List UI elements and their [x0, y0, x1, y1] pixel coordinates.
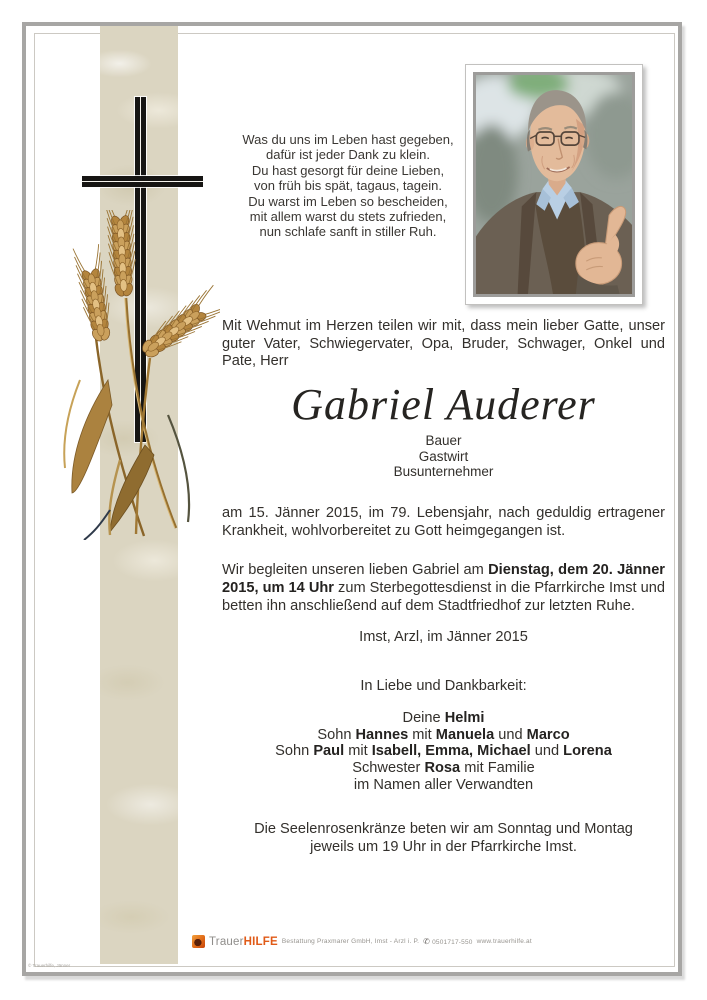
rosary-note-line: jeweils um 19 Uhr in der Pfarrkirche Imst.	[310, 839, 577, 856]
text-segment: Manuela	[435, 726, 495, 743]
text-segment: Schwester	[352, 759, 425, 776]
footer-logo	[192, 935, 532, 948]
brand-hilfe: HILFE	[243, 935, 278, 948]
wheat-ear	[73, 244, 115, 344]
text-segment: im Namen aller Verwandten	[353, 776, 534, 793]
text-segment: zum Sterbegottesdienst in die Pfarrkirche Imst und betten ihn anschließend auf dem Stadtfriedhof zur letzten Ruhe.	[222, 580, 665, 614]
text-segment: Hannes	[355, 726, 409, 743]
death-paragraph: am 15. Jänner 2015, im 79. Lebensjahr, nach geduldig ertragener Krankheit, wohlvorbereitet zu Gott heimgegangen ist.	[222, 504, 665, 539]
portrait-illustration	[476, 75, 632, 294]
brand-wordmark	[209, 936, 278, 948]
rosary-note	[222, 821, 665, 856]
text-segment: mit Familie	[460, 759, 535, 776]
portrait-photo-frame	[465, 64, 643, 305]
gratitude-line: In Liebe und Dankbarkeit:	[360, 678, 527, 695]
footer-website: www.trauerhilfe.at	[476, 938, 532, 945]
rosary-note-line: Die Seelenrosenkränze beten wir am Sonntag und Montag	[254, 821, 633, 838]
poem-line: Was du uns im Leben hast gegeben,	[242, 132, 454, 147]
text-segment: Isabell, Emma, Michael	[371, 743, 531, 760]
deceased-role: Busunternehmer	[393, 464, 494, 480]
mourners-list	[222, 710, 665, 794]
text-segment: und	[530, 743, 564, 760]
wheat-ear	[136, 285, 220, 364]
poem-line: Du hast gesorgt für deine Lieben,	[251, 162, 445, 178]
text-segment: mit	[408, 726, 436, 743]
footer-phone: 0501717-550	[432, 939, 473, 946]
text-segment: Helmi	[444, 709, 485, 726]
text-segment: Deine	[402, 709, 445, 726]
deceased-roles	[222, 433, 665, 480]
poem-line: Du warst im Leben so bescheiden,	[248, 193, 448, 209]
cross-graphic-bar	[82, 176, 203, 187]
deceased-role: Gastwirt	[418, 448, 469, 464]
mourner-line	[222, 727, 665, 744]
text-segment: und	[494, 726, 527, 743]
poem-line: nun schlafe sanft in stiller Ruh.	[259, 224, 437, 240]
portrait-photo	[473, 72, 635, 297]
copyright-note: © Trauerhilfe, Jänner	[28, 964, 71, 969]
mourner-line	[222, 777, 665, 794]
poem-line: mit allem warst du stets zufrieden,	[249, 209, 447, 225]
poem	[228, 132, 468, 240]
footer-company-text: Bestattung Praxmarer GmbH, Imst - Arzl i. P.	[281, 938, 420, 945]
deceased-name: Gabriel Auderer	[291, 380, 596, 430]
main-text-column	[222, 318, 665, 857]
poem-line: dafür ist jeder Dank zu klein.	[265, 147, 431, 163]
text-segment: Wir begleiten unseren lieben Gabriel am	[222, 562, 489, 579]
wheat-graphic	[50, 210, 220, 540]
funeral-paragraph	[222, 562, 665, 615]
brand-trauer: Trauer	[209, 935, 244, 948]
text-segment: Paul	[313, 743, 345, 760]
text-segment: Rosa	[424, 759, 461, 776]
dateline: Imst, Arzl, im Jänner 2015	[359, 629, 528, 646]
text-segment: Sohn	[275, 743, 314, 760]
deceased-role: Bauer	[425, 433, 462, 449]
text-segment: Marco	[526, 726, 570, 743]
poem-line: von früh bis spät, tagaus, tagein.	[254, 178, 442, 194]
trauerhilfe-logo-icon	[192, 935, 205, 948]
mourner-line	[222, 710, 665, 727]
text-segment: Dienstag, dem 20. Jänner 2015, um 14 Uhr	[222, 562, 665, 596]
mourner-line	[222, 743, 665, 760]
wheat-ear	[106, 210, 137, 298]
text-segment: mit	[344, 743, 372, 760]
phone-icon: ✆	[423, 937, 431, 946]
text-segment: Lorena	[563, 743, 612, 760]
mourner-line	[222, 760, 665, 777]
intro-paragraph: Mit Wehmut im Herzen teilen wir mit, dass mein lieber Gatte, unser guter Vater, Schwiegervater, Opa, Bruder, Schwager, Onkel und Pate, Herr	[222, 318, 665, 370]
text-segment: Sohn	[317, 726, 356, 743]
